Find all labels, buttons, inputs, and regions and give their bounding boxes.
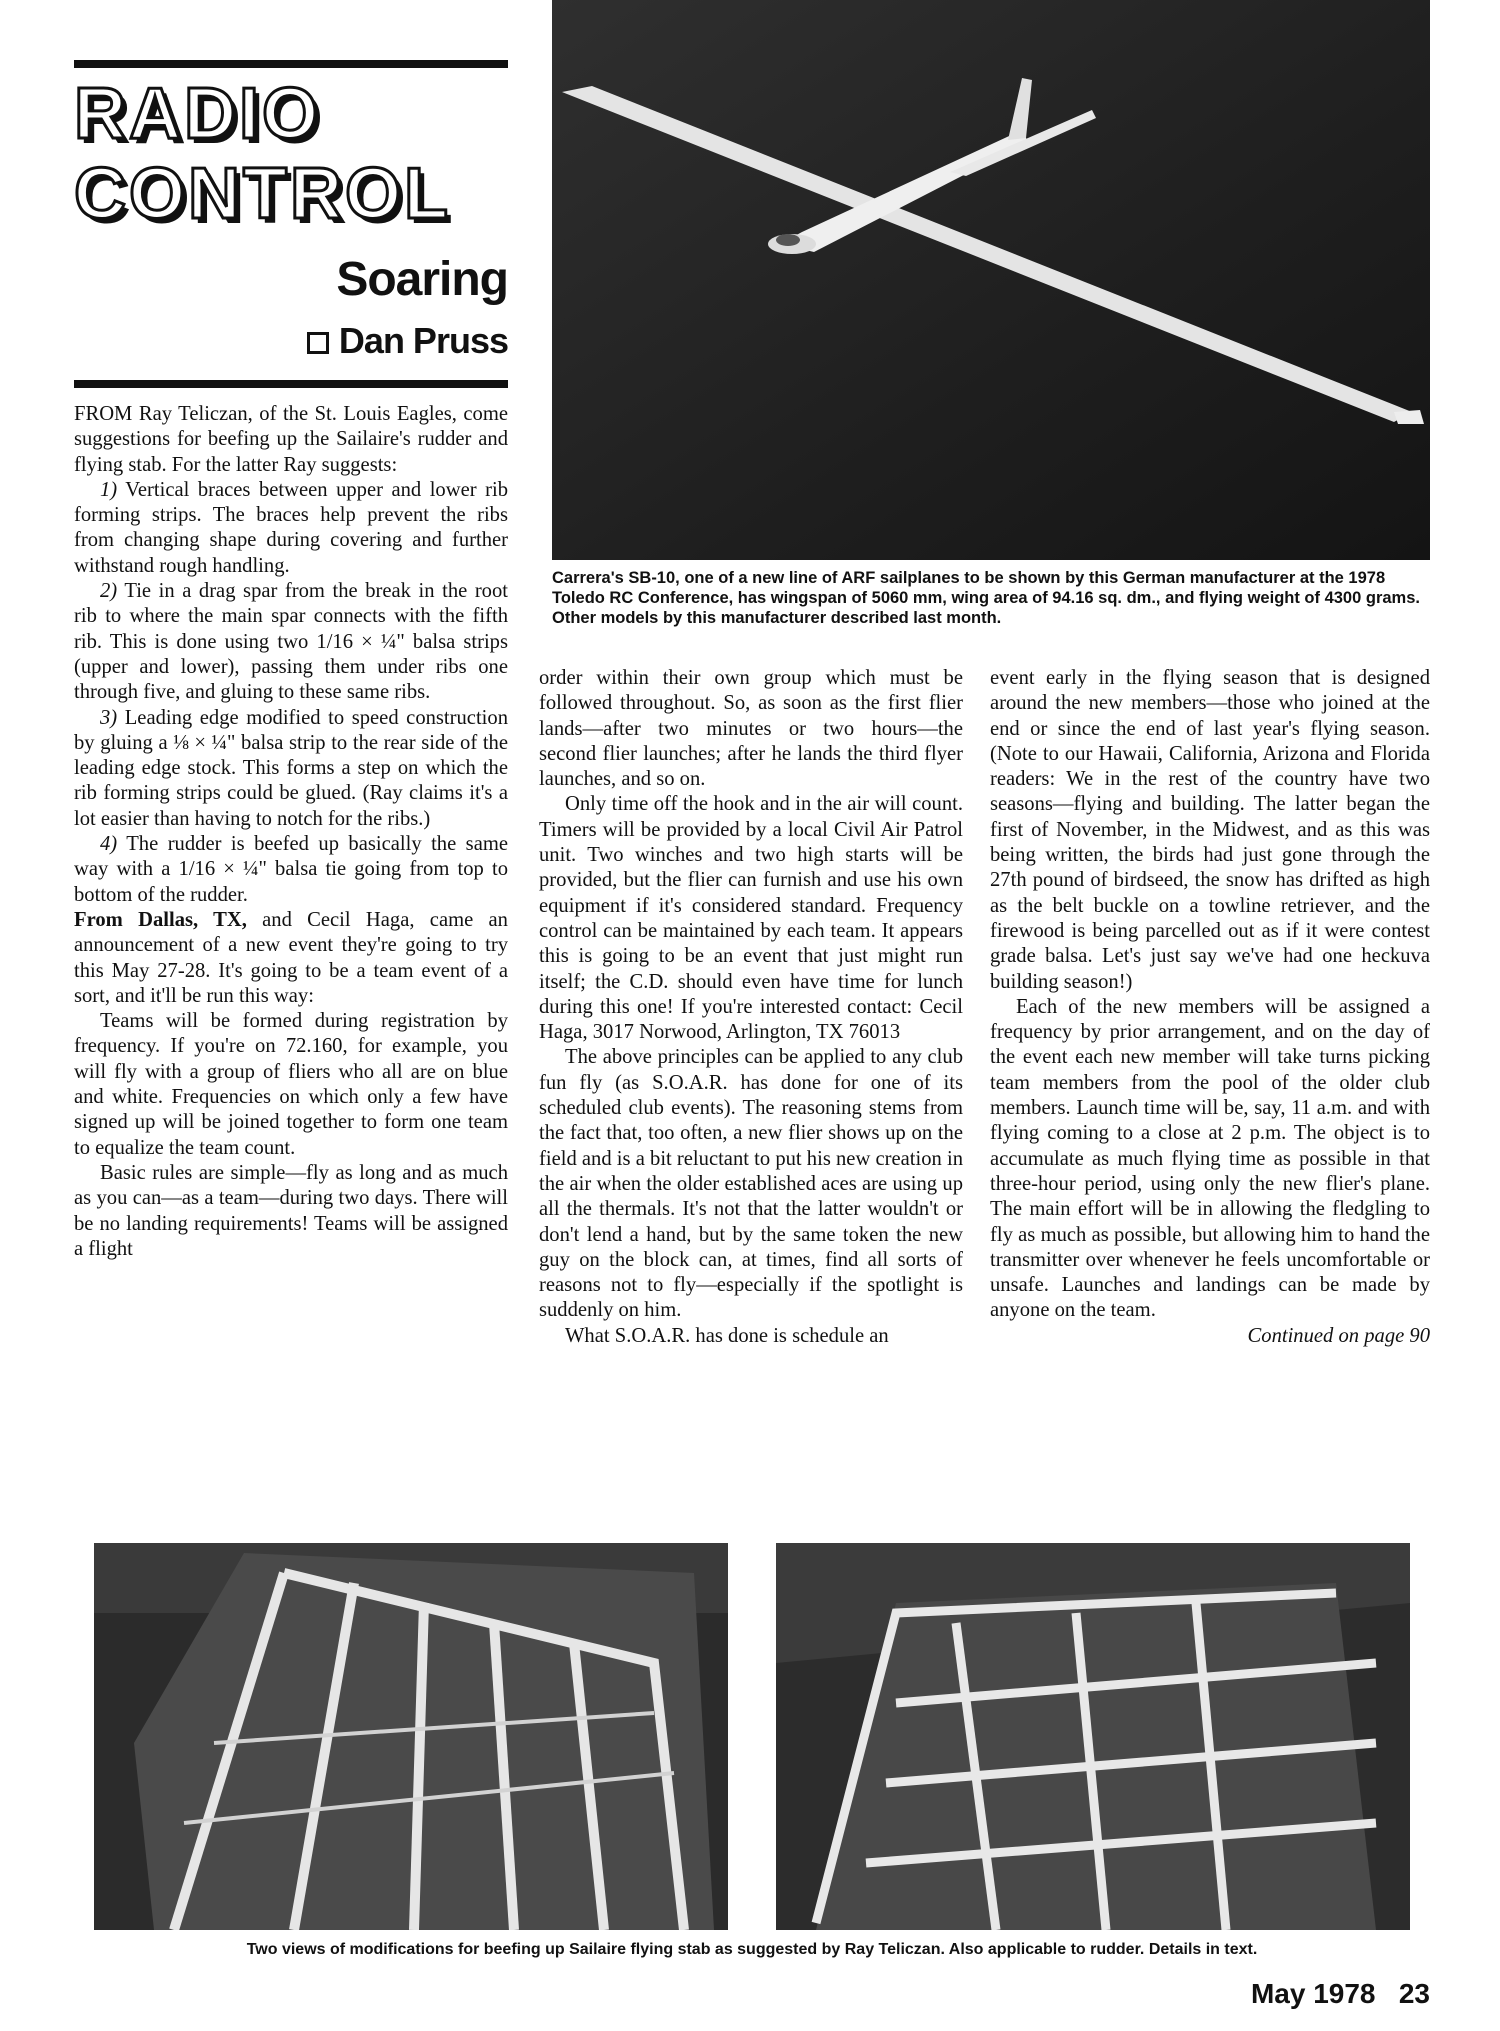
paragraph-text: Tie in a drag spar from the break in the root rib to where the main spar connects with the fifth rib. This is done using two 1/16 × ¼" balsa strips (upper and lower), passing them under ribs one through five, and gluing to these same ribs. (74, 580, 508, 704)
paragraph-text: Leading edge modified to speed construction by gluing a ⅛ × ¼" balsa strip to the rear side of the leading edge stock. This forms a step on which the rib forming strips could be glued. (Ray claims it's a lot easier than having to notch for the ribs.) (74, 706, 508, 830)
paragraph (74, 908, 508, 1009)
article-column-3 (990, 666, 1430, 1349)
department-title (74, 74, 514, 234)
list-number: 1) (100, 478, 118, 501)
paragraph-text: Vertical braces between upper and lower rib forming strips. The braces help prevent the ribs from changing shape during covering and further withstand rough handling. (74, 478, 508, 577)
paragraph: Only time off the hook and in the air will count. Timers will be provided by a local Civil Air Patrol unit. Two winches and two high starts will be provided, but the flier can furnish and use his own equipment if it's considered standard. Frequency control can be maintained by each team. It appears this is going to be an event that just might run itself; the C.D. should even have time for lunch during this one! If you're interested contact: Cecil Haga, 3017 Norwood, Arlington, TX 76013 (539, 793, 963, 1044)
lead-in: From Dallas, TX, (74, 908, 247, 931)
stab-photo-right-art (776, 1543, 1410, 1930)
sailplane-photo (552, 0, 1430, 560)
paragraph: The above principles can be applied to any club fun fly (as S.O.A.R. has done for one of its scheduled club events). The reasoning stems from the fact that, too often, a new flier shows up on the field and is a bit reluctant to put his new creation in the air when the older established aces are using up all the thermals. It's not that the latter wouldn't or don't lend a hand, but by the same token the new guy on the block can, at times, find all sorts of reasons not to fly—especially if the spotlight is suddenly on him. (539, 1046, 963, 1322)
page-footer (1150, 1978, 1430, 2010)
paragraph: What S.O.A.R. has done is schedule an (565, 1324, 889, 1347)
box-bullet-icon (307, 332, 329, 354)
paragraph: FROM Ray Teliczan, of the St. Louis Eagles, come suggestions for beefing up the Sailaire's rudder and flying stab. For the latter Ray suggests: (74, 403, 508, 476)
paragraph: Basic rules are simple—fly as long and as much as you can—as a team—during two days. There will be no landing requirements! Teams will be assigned a flight (74, 1161, 508, 1260)
paragraph (74, 832, 508, 908)
header-rule-top (74, 60, 508, 68)
article-column-1 (74, 402, 508, 1262)
paragraph: event early in the flying season that is designed around the new members—those who joined at the end or since the end of last year's flying season. (Note to our Hawaii, California, Arizona and Florida readers: We in the rest of the country have two seasons—flying and building. The latter began the first of November, in the Midwest, and as this was being written, the birds had just gone through the 27th pound of birdseed, the snow has drifted as high as the belt buckle on a towline retriever, and the firewood is being parcelled out as if it were contest grade balsa. Let's just say we've had one heckuva building season!) (990, 667, 1430, 993)
page-number: 23 (1398, 1978, 1430, 2009)
paragraph: Teams will be formed during registration by frequency. If you're on 72.160, for example, you will fly with a group of fliers who all are on blue and white. Frequencies on which only a few have signed up will be joined together to form one team to equalize the team count. (74, 1010, 508, 1159)
list-number: 3) (100, 706, 118, 729)
list-number: 2) (100, 580, 118, 603)
byline (74, 320, 508, 362)
author-name: Dan Pruss (338, 320, 508, 361)
department-title-line1: RADIO (74, 74, 321, 154)
paragraph (74, 478, 508, 579)
top-photo-caption: Carrera's SB-10, one of a new line of ARF sailplanes to be shown by this German manufacturer at the 1978 Toledo RC Conference, has wingspan of 5060 mm, wing area of 94.16 sq. dm., and flying weight of 4300 grams. Other models by this manufacturer described last month. (552, 569, 1420, 627)
paragraph: Each of the new members will be assigned a frequency by prior arrangement, and on the day of the event each new member will take turns picking team members from the pool of the older club members. Launch time will be, say, 11 a.m. and with flying coming to a close at 2 p.m. The object is to accumulate as much flying time as possible in that three-hour period, using only the new flier's plane. The main effort will be in allowing the fledgling to fly as much as possible, but allowing him to hand the transmitter over whenever he feels uncomfortable or unsafe. Launches and landings can be made by anyone on the team. (990, 995, 1430, 1322)
article-column-2 (539, 666, 963, 1349)
stab-photo-right (776, 1543, 1410, 1930)
paragraph (74, 706, 508, 832)
stab-photo-left (94, 1543, 728, 1930)
continued-note: Continued on page 90 (1247, 1324, 1430, 1347)
paragraph-text: and Cecil Haga, came an announcement of a new event they're going to try this May 27-28. It's going to be a team event of a sort, and it'll be run this way: (74, 908, 508, 1007)
section-title: Soaring (336, 253, 508, 306)
paragraph: order within their own group which must be followed throughout. So, as soon as the first flier lands—after two minutes or two hours—the second flier launches; after he lands the third flyer launches, and so on. (539, 667, 963, 791)
department-title-line2: CONTROL (74, 154, 451, 234)
paragraph-text: The rudder is beefed up basically the same way with a 1/16 × ¼" balsa tie going from top to bottom of the rudder. (74, 833, 508, 906)
header-rule-bottom (74, 380, 508, 388)
paragraph (74, 579, 508, 705)
stab-photo-left-art (94, 1543, 728, 1930)
sailplane-photo-art (552, 0, 1430, 560)
list-number: 4) (100, 833, 118, 856)
bottom-photos-caption: Two views of modifications for beefing up Sailaire flying stab as suggested by Ray Teliczan. Also applicable to rudder. Details in text. (246, 1941, 1258, 1958)
issue-date: May 1978 (1250, 1978, 1376, 2009)
